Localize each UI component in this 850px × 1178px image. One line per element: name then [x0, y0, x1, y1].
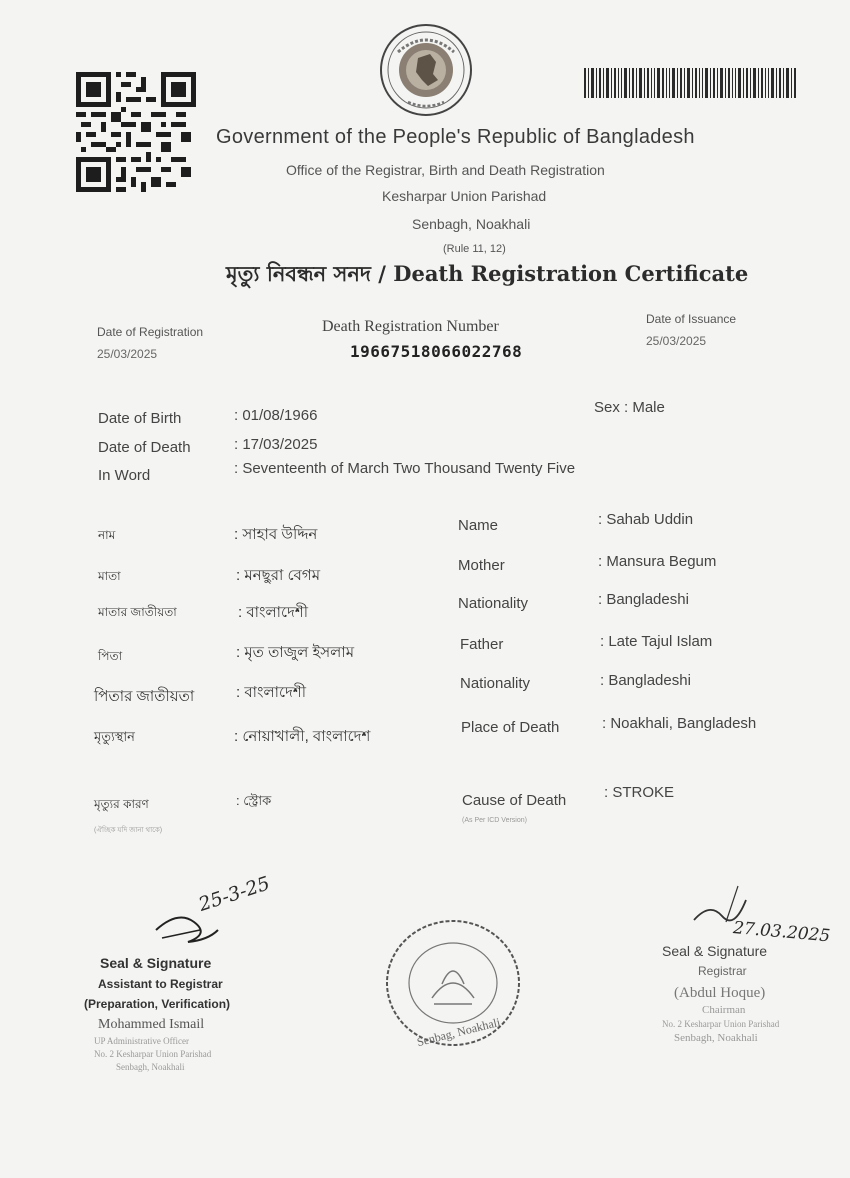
registration-number-label: Death Registration Number: [322, 318, 499, 335]
inword-label: In Word: [98, 467, 151, 484]
registration-date: 25/03/2025: [97, 347, 158, 361]
assistant-role: Assistant to Registrar: [98, 977, 223, 991]
bn-father-value: : মৃত তাজুল ইসলাম: [236, 644, 355, 661]
registration-number: 19667518066022768: [350, 342, 523, 361]
bn-father-label: পিতা: [98, 649, 123, 663]
en-place-label: Place of Death: [461, 719, 560, 736]
office-title: Office of the Registrar, Birth and Death Registration: [286, 162, 605, 178]
assistant-handwritten-date: 25-3-25: [196, 872, 273, 916]
bn-place-value: : নোয়াখালী, বাংলাদেশ: [234, 728, 371, 745]
issuance-date-label: Date of Issuance: [646, 312, 737, 326]
en-place-value: : Noakhali, Bangladesh: [602, 715, 757, 732]
assistant-name: Mohammed Ismail: [98, 1017, 205, 1032]
bn-mother-value: : মনছুরা বেগম: [236, 567, 321, 584]
government-seal-icon: [378, 22, 474, 118]
union-seal-text: Senbag, Noakhali: [415, 1014, 502, 1050]
rule-reference: (Rule 11, 12): [443, 243, 506, 255]
registrar-union: No. 2 Kesharpar Union Parishad: [662, 1019, 780, 1029]
assistant-designation: UP Administrative Officer: [94, 1036, 189, 1046]
registrar-designation: Chairman: [702, 1004, 746, 1016]
government-title: Government of the People's Republic of Bangladesh: [216, 126, 695, 148]
bn-mother-nationality-value: : বাংলাদেশী: [238, 604, 309, 621]
bn-mother-nationality-label: মাতার জাতীয়তা: [98, 605, 177, 619]
registrar-handwritten-date: 27.03.2025: [732, 918, 831, 947]
registrar-location: Senbagh, Noakhali: [674, 1032, 758, 1044]
bn-cause-note: (ঐচ্ছিক যদি জানা থাকে): [94, 827, 163, 834]
en-mother-nationality-label: Nationality: [458, 595, 529, 612]
en-cause-label: Cause of Death: [462, 792, 567, 809]
dob-label: Date of Birth: [98, 410, 182, 427]
en-father-label: Father: [460, 636, 504, 653]
dod-value: : 17/03/2025: [234, 436, 318, 453]
en-father-nationality-value: : Bangladeshi: [600, 672, 691, 689]
barcode-icon: [584, 68, 798, 98]
registrar-name: (Abdul Hoque): [674, 985, 766, 1001]
registration-date-label: Date of Registration: [97, 325, 204, 339]
en-name-label: Name: [458, 517, 499, 534]
union-name: Kesharpar Union Parishad: [382, 188, 547, 204]
assistant-location: Senbagh, Noakhali: [116, 1062, 185, 1072]
bn-name-value: : সাহাব উদ্দিন: [234, 526, 318, 543]
sex-value: Sex : Male: [594, 399, 665, 416]
issuance-date: 25/03/2025: [646, 334, 707, 348]
en-mother-value: : Mansura Begum: [598, 553, 717, 570]
qr-code-icon: [76, 72, 196, 192]
inword-value: : Seventeenth of March Two Thousand Twenty Five: [234, 460, 576, 477]
en-mother-label: Mother: [458, 557, 505, 574]
bn-mother-label: মাতা: [98, 569, 121, 583]
registrar-seal-title: Seal & Signature: [662, 943, 768, 959]
en-cause-value: : STROKE: [604, 784, 675, 801]
en-father-value: : Late Tajul Islam: [600, 633, 713, 650]
dob-value: : 01/08/1966: [234, 407, 318, 424]
en-mother-nationality-value: : Bangladeshi: [598, 591, 689, 608]
registrar-role: Registrar: [698, 964, 747, 978]
dod-label: Date of Death: [98, 439, 191, 456]
en-father-nationality-label: Nationality: [460, 675, 531, 692]
en-cause-note: (As Per ICD Version): [462, 817, 527, 824]
bn-cause-label: মৃত্যুর কারণ: [94, 797, 149, 811]
bn-name-label: নাম: [98, 528, 116, 542]
assistant-seal-title: Seal & Signature: [100, 955, 212, 971]
assistant-union: No. 2 Kesharpar Union Parishad: [94, 1049, 212, 1059]
bn-place-label: মৃত্যুস্থান: [94, 729, 135, 744]
bn-cause-value: : স্ট্রোক: [236, 793, 272, 808]
en-name-value: : Sahab Uddin: [598, 511, 694, 528]
location: Senbagh, Noakhali: [412, 216, 531, 232]
assistant-role-detail: (Preparation, Verification): [84, 997, 231, 1011]
bn-father-nationality-value: : বাংলাদেশী: [236, 684, 307, 701]
certificate-title: মৃত্যু নিবন্ধন সনদ / Death Registration Certificate: [226, 261, 749, 286]
bn-father-nationality-label: পিতার জাতীয়তা: [94, 688, 195, 705]
